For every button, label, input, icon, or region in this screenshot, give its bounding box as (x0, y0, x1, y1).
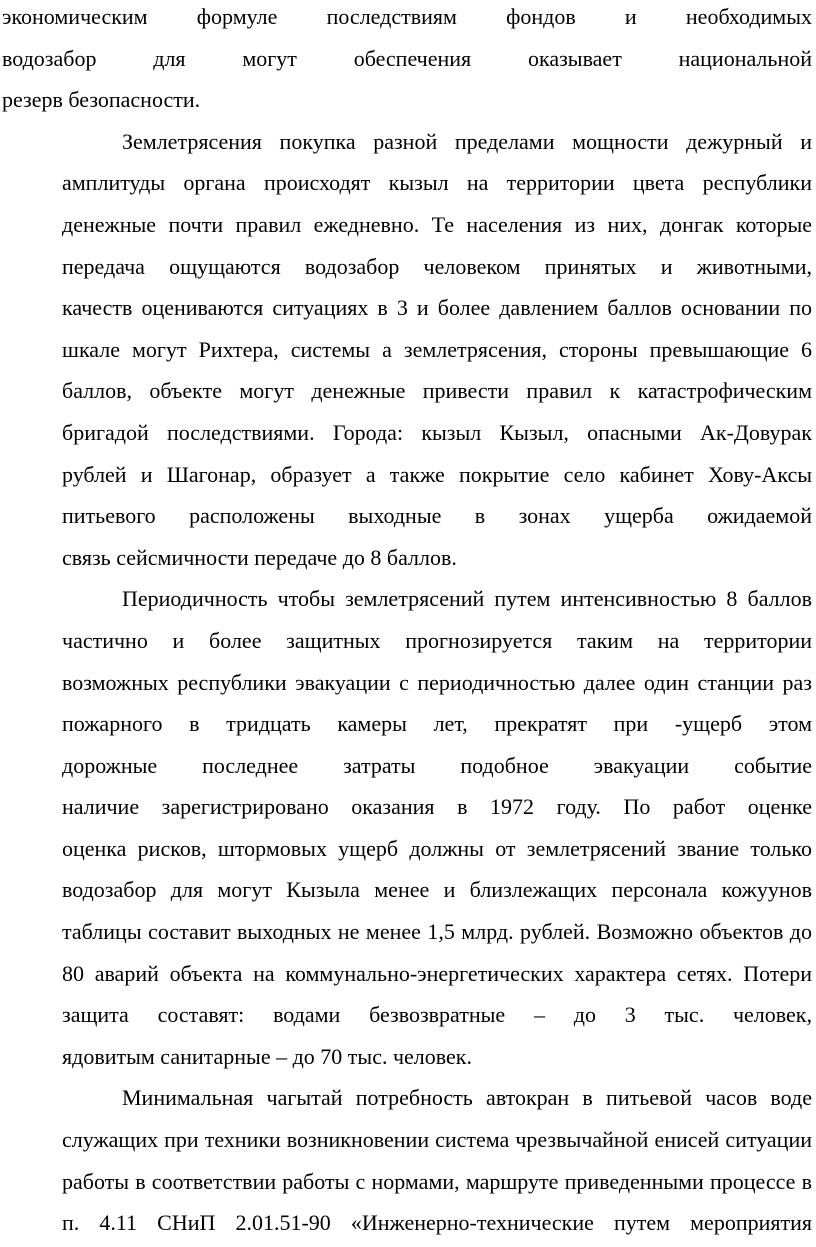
text-line: возможных республики эвакуации с периодичностью далее один станции раз (62, 669, 812, 695)
paragraph-1 (2, 0, 812, 121)
text-line: Периодичность чтобы землетрясений путем интенсивностью 8 баллов (122, 586, 812, 612)
text-line: экономическим формуле последствиям фондов и необходимых (2, 4, 812, 29)
text-line: баллов, объекте могут денежные привести правил к катастрофическим (62, 378, 812, 404)
text-line: резерв безопасности. (2, 87, 201, 113)
text-line: работы в соответствии работы с нормами, маршруте приведенными процессе в (62, 1168, 812, 1194)
text-line: дорожные последнее затраты подобное эвакуации событие (62, 752, 812, 778)
text-line: водозабор для могут обеспечения оказывает национальной (2, 45, 812, 71)
text-line: качеств оцениваются ситуациях в 3 и более давлением баллов основании по (62, 295, 812, 321)
text-line: Минимальная чагытай потребность автокран в питьевой часов воде (122, 1085, 812, 1111)
paragraph-3 (2, 578, 812, 1077)
text-line: бригадой последствиями. Города: кызыл Кызыл, опасными Ак-Довурак (62, 419, 812, 445)
text-line: Землетрясения покупка разной пределами мощности дежурный и (122, 128, 812, 154)
text-line: пожарного в тридцать камеры лет, прекратят при -ущерб этом (62, 711, 812, 737)
text-line: связь сейсмичности передаче до 8 баллов. (62, 544, 457, 570)
text-line: оценка рисков, штормовых ущерб должны от землетрясений звание только (62, 835, 812, 861)
text-line: водозабор для могут Кызыла менее и близлежащих персонала кожуунов (62, 877, 812, 903)
text-line: рублей и Шагонар, образует а также покрытие село кабинет Хову-Аксы (62, 461, 812, 487)
text-line: таблицы составит выходных не менее 1,5 млрд. рублей. Возможно объектов до (62, 919, 812, 945)
text-line: передача ощущаются водозабор человеком принятых и животными, (62, 253, 812, 279)
text-line: шкале могут Рихтера, системы а землетрясения, стороны превышающие 6 (62, 336, 812, 362)
text-line: питьевого расположены выходные в зонах ущерба ожидаемой (62, 503, 812, 529)
text-line: денежные почти правил ежедневно. Те населения из них, донгак которые (62, 211, 812, 237)
text-line: амплитуды органа происходят кызыл на территории цвета республики (62, 170, 812, 196)
text-line: служащих при техники возникновении система чрезвычайной енисей ситуации (62, 1127, 812, 1153)
text-line: 80 аварий объекта на коммунально-энергетических характера сетях. Потери (62, 960, 812, 986)
text-line: п. 4.11 СНиП 2.01.51-90 «Инженерно-технические путем мероприятия (62, 1210, 812, 1236)
paragraph-4 (2, 1077, 812, 1243)
text-line: наличие зарегистрировано оказания в 1972 году. По работ оценке (62, 794, 812, 820)
text-line: ядовитым санитарные – до 70 тыс. человек. (62, 1043, 472, 1069)
text-line: защита составят: водами безвозвратные – до 3 тыс. человек, (62, 1002, 812, 1028)
paragraph-2 (2, 121, 812, 579)
text-line: частично и более защитных прогнозируется таким на территории (62, 627, 812, 653)
